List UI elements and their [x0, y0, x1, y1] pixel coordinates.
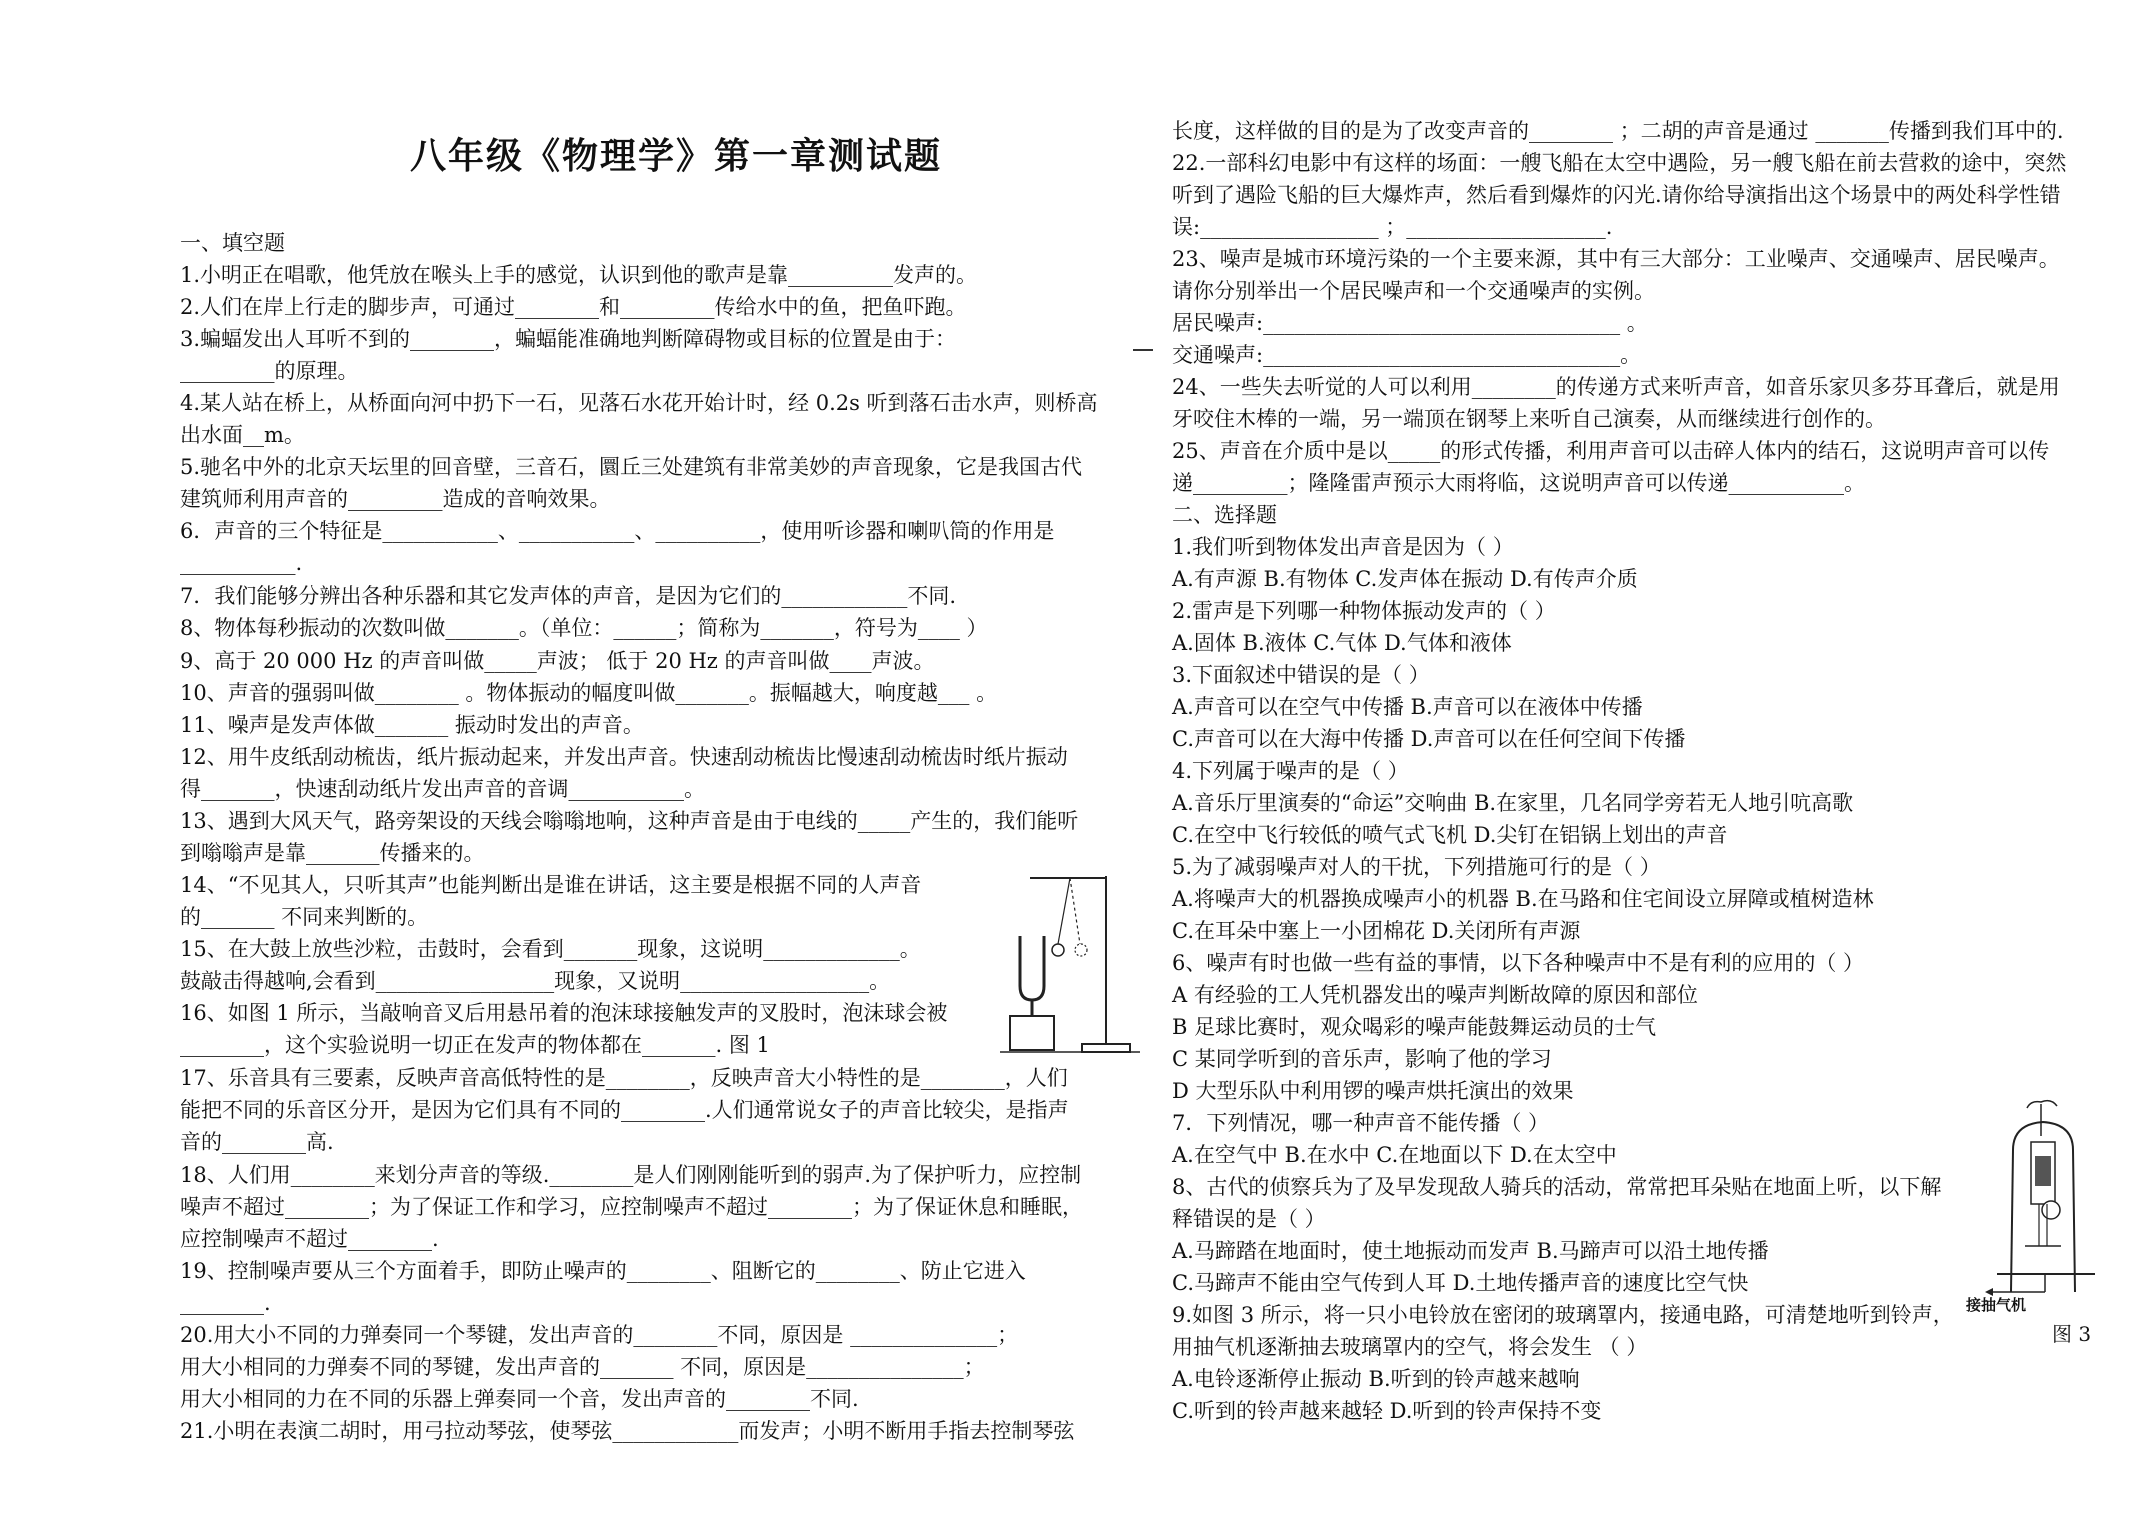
right-text-line: 用抽气机逐渐抽去玻璃罩内的空气，将会发生 （ ） [1172, 1335, 1648, 1359]
right-text-line: 6、噪声有时也做一些有益的事情，以下各种噪声中不是有利的应用的（ ） [1172, 951, 1865, 975]
right-text-line: 二、选择题 [1172, 503, 1277, 527]
right-text-line: 25、声音在介质中是以_____的形式传播，利用声音可以击碎人体内的结石，这说明声音可以传 [1172, 439, 2050, 463]
left-text-line: 用大小相同的力在不同的乐器上弹奏同一个音，发出声音的________不同. [180, 1387, 859, 1411]
figure-3-pump-label: 接抽气机 [1966, 1296, 2027, 1314]
left-text-line: 出水面__m。 [180, 423, 305, 447]
left-text-line: _________的原理。 [180, 359, 359, 383]
left-text-line: 一、填空题 [180, 231, 285, 255]
right-text-line: A.有声源 B.有物体 C.发声体在振动 D.有传声介质 [1172, 567, 1638, 591]
left-text-line: ___________. [180, 551, 303, 575]
right-text-line: A.固体 B.液体 C.气体 D.气体和液体 [1172, 631, 1512, 655]
right-text-line: 9.如图 3 所示，将一只小电铃放在密闭的玻璃罩内，接通电路，可清楚地听到铃声， [1172, 1303, 1954, 1327]
left-text-line: 21.小明在表演二胡时，用弓拉动琴弦，使琴弦____________而发声；小明不断用手指去控制琴弦 [180, 1419, 1075, 1443]
left-text-line: 13、遇到大风天气，路旁架设的天线会嗡嗡地响，这种声音是由于电线的_____产生的，我们能听 [180, 809, 1079, 833]
left-text-line: 2.人们在岸上行走的脚步声，可通过________和_________传给水中的鱼，把鱼吓跑。 [180, 295, 967, 319]
left-text-line: 应控制噪声不超过________. [180, 1227, 439, 1251]
left-text-line: 到嗡嗡声是靠_______传播来的。 [180, 841, 485, 865]
right-text-line: 牙咬住木棒的一端，另一端顶在钢琴上来听自己演奏，从而继续进行创作的。 [1172, 407, 1886, 431]
figure-3-caption: 图 3 [2052, 1322, 2092, 1346]
right-text-line: 24、一些失去听觉的人可以利用________的传递方式来听声音，如音乐家贝多芬耳聋后，就是用 [1172, 375, 2060, 399]
left-text-line: 7．我们能够分辨出各种乐器和其它发声体的声音，是因为它们的____________不同. [180, 584, 957, 608]
right-text-line: A.在空气中 B.在水中 C.在地面以下 D.在太空中 [1172, 1143, 1617, 1167]
left-text-line: ________. [180, 1291, 271, 1315]
left-text-line: 8、物体每秒振动的次数叫做_______。（单位：______；简称为_______，符号为____ ） [180, 616, 988, 640]
right-text-line: 5.为了减弱噪声对人的干扰，下列措施可行的是（ ） [1172, 855, 1661, 879]
left-text-line: 3.蝙蝠发出人耳听不到的________，蝙蝠能准确地判断障碍物或目标的位置是由于： [180, 327, 957, 351]
right-text-line: A.声音可以在空气中传播 B.声音可以在液体中传播 [1172, 695, 1643, 719]
right-text-line: 交通噪声:__________________________________。 [1172, 343, 1642, 367]
left-text-line: 得_______，快速刮动纸片发出声音的音调___________。 [180, 777, 705, 801]
right-text-line: D 大型乐队中利用锣的噪声烘托演出的效果 [1172, 1079, 1574, 1103]
left-text-line: 19、控制噪声要从三个方面着手，即防止噪声的________、阻断它的________、防止它进入 [180, 1259, 1026, 1283]
right-text-line: C.听到的铃声越来越轻 D.听到的铃声保持不变 [1172, 1399, 1602, 1423]
right-text-line: 请你分别举出一个居民噪声和一个交通噪声的实例。 [1172, 279, 1655, 303]
figure-1-tuning-fork [1000, 866, 1140, 1056]
left-text-line: 9、高于 20 000 Hz 的声音叫做_____声波； 低于 20 Hz 的声音叫做____声波。 [180, 649, 935, 673]
right-text-line: C.在耳朵中塞上一小团棉花 D.关闭所有声源 [1172, 919, 1581, 943]
left-text-line: 噪声不超过________；为了保证工作和学习，应控制噪声不超过________；为了保证休息和睡眠， [180, 1195, 1083, 1219]
left-text-line: 能把不同的乐音区分开，是因为它们具有不同的________.人们通常说女子的声音比较尖，是指声 [180, 1098, 1069, 1122]
figure-3-bell-jar [1985, 1096, 2105, 1296]
right-text-line: 8、古代的侦察兵为了及早发现敌人骑兵的活动，常常把耳朵贴在地面上听，以下解 [1172, 1175, 1942, 1199]
right-text-line: C.在空中飞行较低的喷气式飞机 D.尖钉在铝锅上划出的声音 [1172, 823, 1728, 847]
left-text-line: 音的________高. [180, 1130, 334, 1154]
page-title: 八年级《物理学》第一章测试题 [409, 136, 942, 177]
left-text-line: 17、乐音具有三要素，反映声音高低特性的是________，反映声音大小特性的是________，人们 [180, 1066, 1068, 1090]
right-text-line: 1.我们听到物体发出声音是因为（ ） [1172, 535, 1514, 559]
right-text-line: C.马蹄声不能由空气传到人耳 D.土地传播声音的速度比空气快 [1172, 1271, 1749, 1295]
right-text-line: 2.雷声是下列哪一种物体振动发声的（ ） [1172, 599, 1556, 623]
left-text-line: 11、噪声是发声体做_______ 振动时发出的声音。 [180, 713, 644, 737]
left-text-line: 6．声音的三个特征是___________、___________、__________，使用听诊器和喇叭筒的作用是 [180, 519, 1055, 543]
right-text-line: 居民噪声:__________________________________ 。 [1172, 311, 1648, 335]
left-text-line: 建筑师利用声音的_________造成的音响效果。 [180, 487, 611, 511]
left-text-line: 16、如图 1 所示，当敲响音叉后用悬吊着的泡沫球接触发声的叉股时，泡沫球会被 [180, 1001, 948, 1025]
right-text-line: C.声音可以在大海中传播 D.声音可以在任何空间下传播 [1172, 727, 1686, 751]
right-text-line: A.马蹄踏在地面时，使土地振动而发声 B.马蹄声可以沿土地传播 [1172, 1239, 1769, 1263]
left-text-line: 12、用牛皮纸刮动梳齿，纸片振动起来，并发出声音。快速刮动梳齿比慢速刮动梳齿时纸片振动 [180, 745, 1068, 769]
left-text-line: ________，这个实验说明一切正在发声的物体都在_______. 图 1 [180, 1033, 770, 1057]
left-text-line: 鼓敲击得越响,会看到_________________现象，又说明__________________。 [180, 969, 891, 993]
right-text-line: 7．下列情况，哪一种声音不能传播（ ） [1172, 1111, 1550, 1135]
right-text-line: 4.下列属于噪声的是（ ） [1172, 759, 1409, 783]
left-text-line: 18、人们用________来划分声音的等级.________是人们刚刚能听到的弱声.为了保护听力，应控制 [180, 1163, 1082, 1187]
left-text-line: 的_______ 不同来判断的。 [180, 905, 429, 929]
left-text-line: 用大小相同的力弹奏不同的琴键，发出声音的_______ 不同，原因是_______________； [180, 1355, 985, 1379]
right-text-line: A 有经验的工人凭机器发出的噪声判断故障的原因和部位 [1172, 983, 1698, 1007]
right-text-line: B 足球比赛时，观众喝彩的噪声能鼓舞运动员的士气 [1172, 1015, 1657, 1039]
right-text-line: A.将噪声大的机器换成噪声小的机器 B.在马路和住宅间设立屏障或植树造林 [1172, 887, 1874, 911]
right-text-line: 长度，这样做的目的是为了改变声音的________ ；二胡的声音是通过 _______传播到我们耳中的. [1172, 119, 2064, 143]
left-text-line: 5.驰名中外的北京天坛里的回音壁，三音石，圜丘三处建筑有非常美妙的声音现象，它是我国古代 [180, 455, 1083, 479]
left-text-line: 20.用大小不同的力弹奏同一个琴键，发出声音的________不同，原因是 ______________； [180, 1323, 1019, 1347]
right-text-line: 递_________；隆隆雷声预示大雨将临，这说明声音可以传递___________。 [1172, 471, 1865, 495]
right-text-line: 22.一部科幻电影中有这样的场面：一艘飞船在太空中遇险，另一艘飞船在前去营救的途中，突然 [1172, 151, 2067, 175]
right-text-line: 误:_________________ ；___________________. [1172, 215, 1613, 239]
left-text-line: 15、在大鼓上放些沙粒，击鼓时，会看到_______现象，这说明_____________。 [180, 937, 921, 961]
left-text-line: 1.小明正在唱歌，他凭放在喉头上手的感觉，认识到他的歌声是靠__________发声的。 [180, 263, 978, 287]
right-text-line: 23、噪声是城市环境污染的一个主要来源，其中有三大部分：工业噪声、交通噪声、居民噪声。 [1172, 247, 2060, 271]
right-text-line: 听到了遇险飞船的巨大爆炸声，然后看到爆炸的闪光.请你给导演指出这个场景中的两处科学性错 [1172, 183, 2061, 207]
left-text-line: 14、“不见其人，只听其声”也能判断出是谁在讲话，这主要是根据不同的人声音 [180, 873, 922, 897]
right-text-line: A.音乐厅里演奏的“命运”交响曲 B.在家里，几名同学旁若无人地引吭高歌 [1172, 791, 1854, 815]
right-text-line: A.电铃逐渐停止振动 B.听到的铃声越来越响 [1172, 1367, 1580, 1391]
left-text-line: 10、声音的强弱叫做________ 。物体振动的幅度叫做_______。振幅越大，响度越___ 。 [180, 681, 998, 705]
left-text-line: 4.某人站在桥上，从桥面向河中扔下一石，见落石水花开始计时，经 0.2s 听到落石击水声，则桥高 [180, 391, 1098, 415]
right-text-line: 3.下面叙述中错误的是（ ） [1172, 663, 1430, 687]
right-text-line: C 某同学听到的音乐声，影响了他的学习 [1172, 1047, 1552, 1071]
right-text-line: 释错误的是（ ） [1172, 1207, 1326, 1231]
column-divider-mark [1133, 349, 1153, 351]
